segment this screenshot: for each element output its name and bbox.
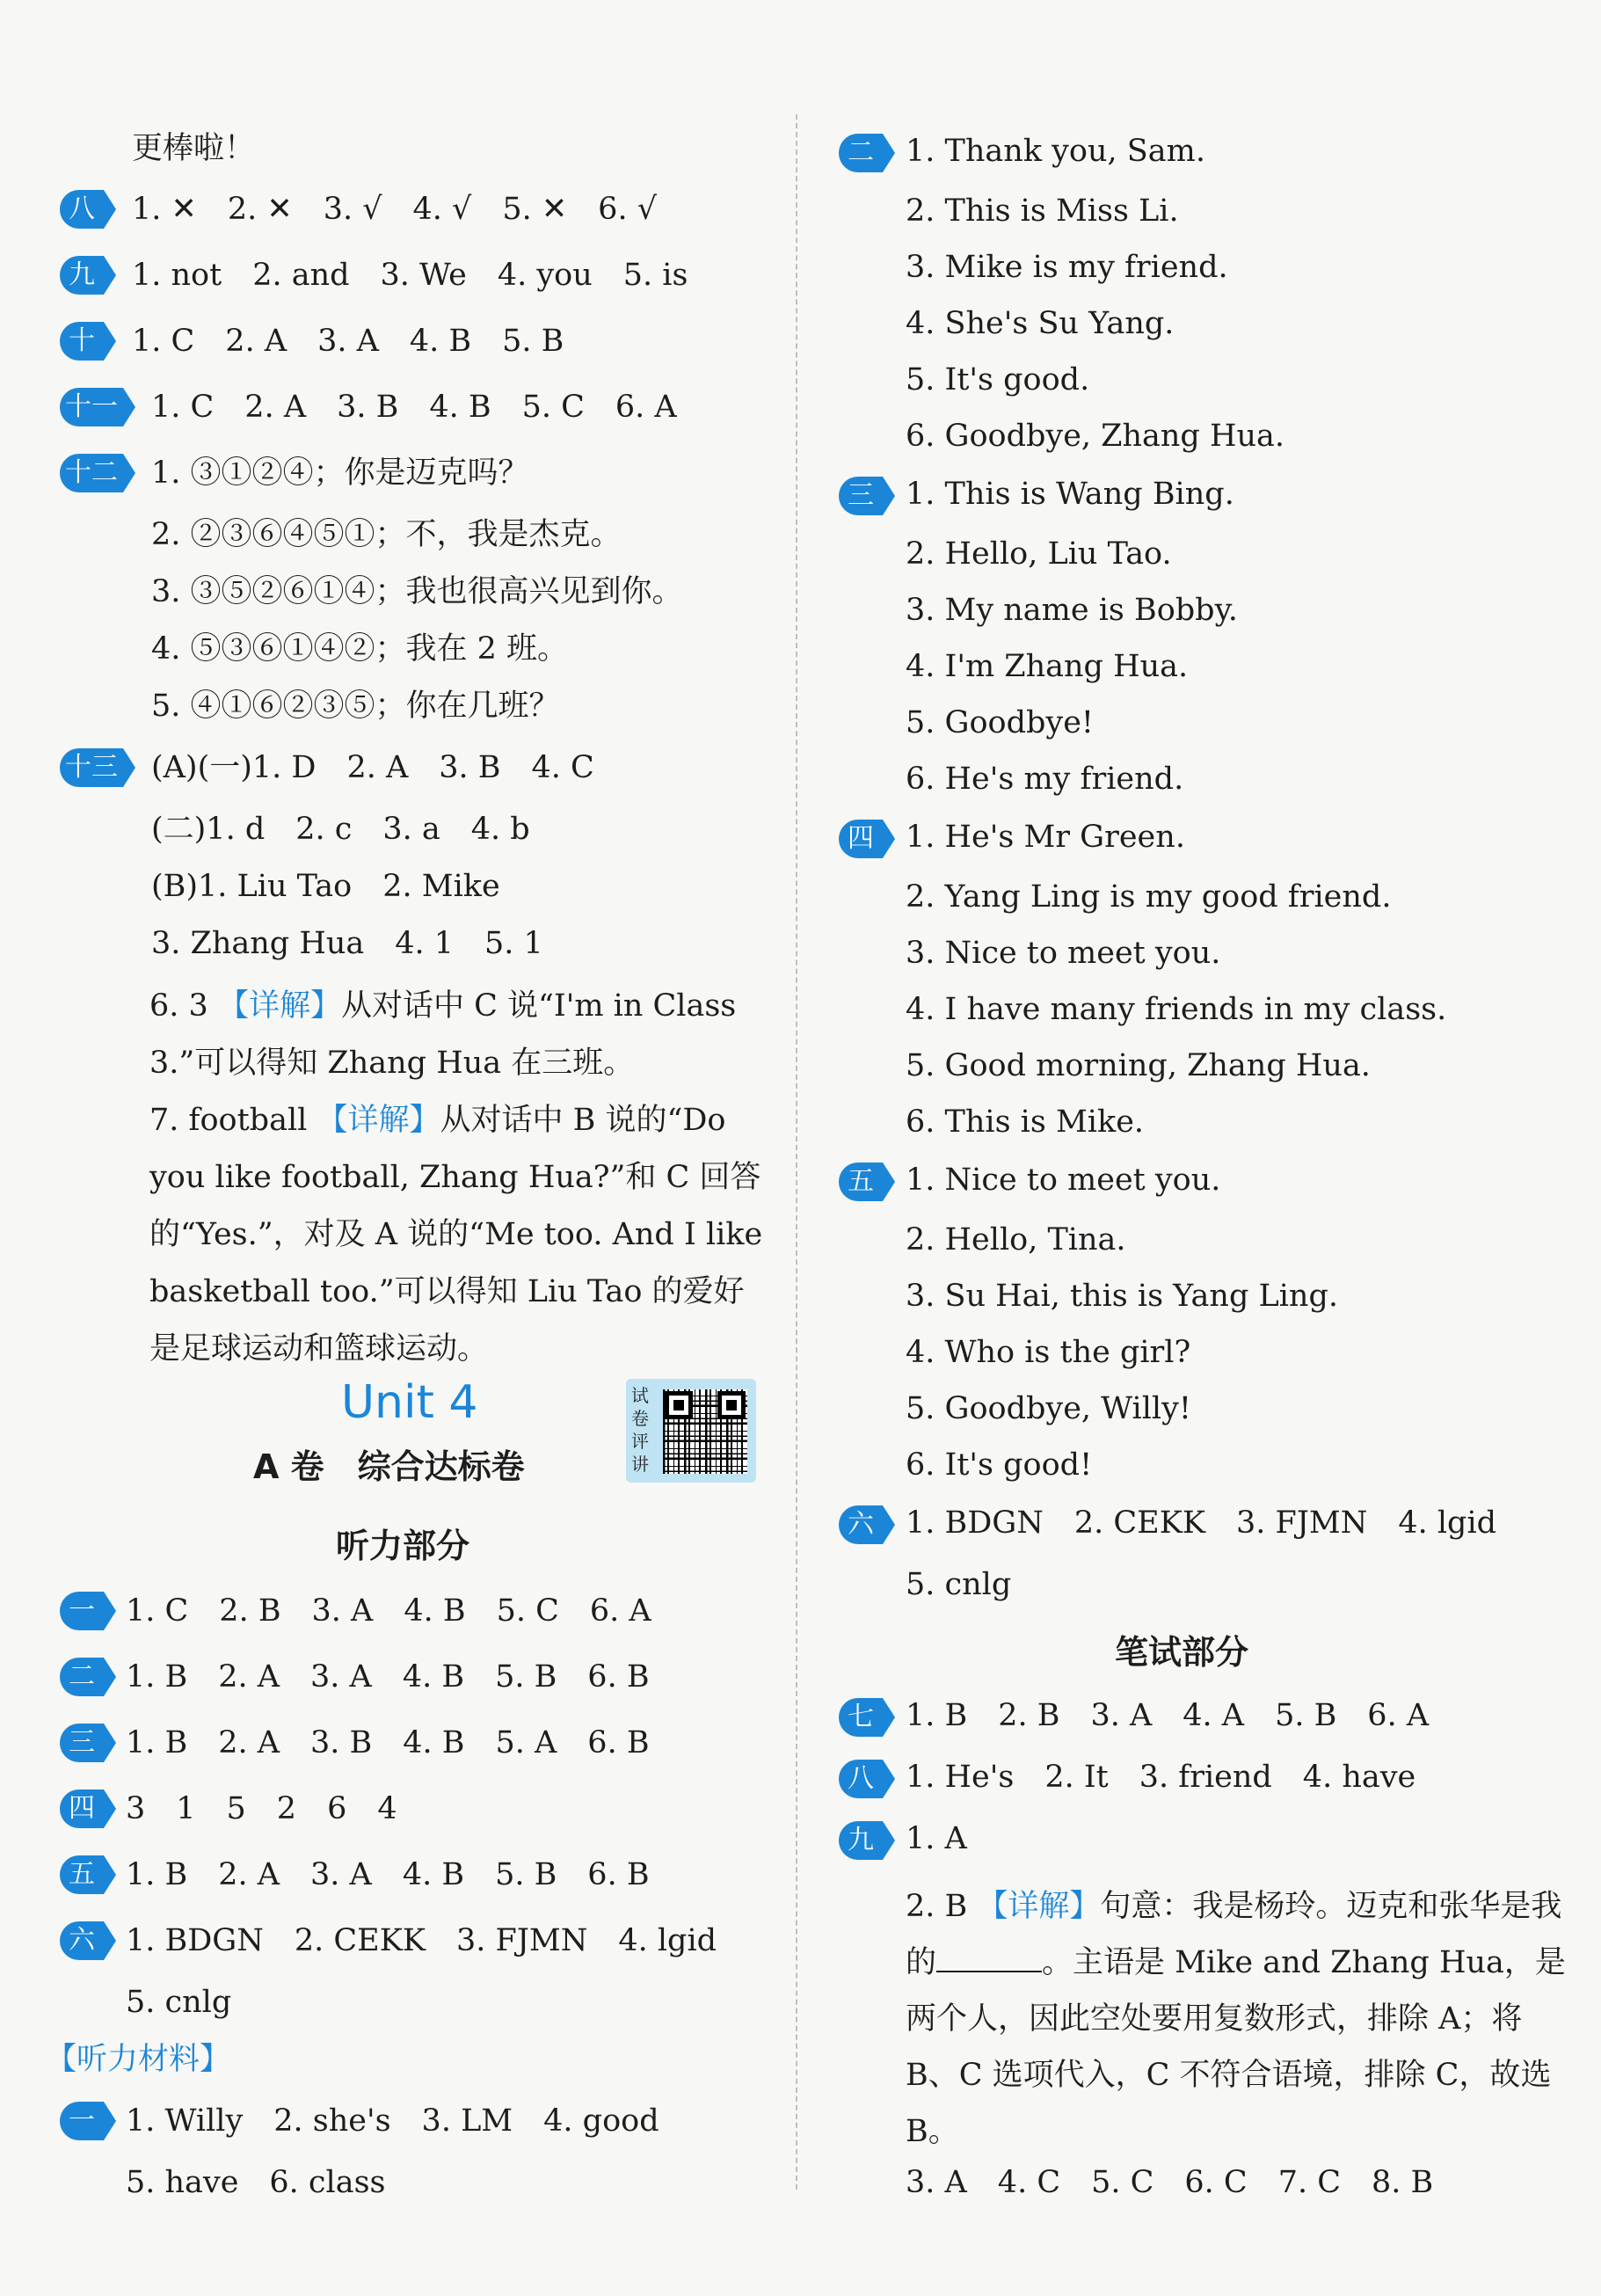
listening-1-answers: 1. C 2. B 3. A 4. B 5. C 6. A [126,1593,651,1629]
r4-line-5: 5. Good morning, Zhang Hua. [906,1048,1371,1083]
listening-6-answers-cont: 5. cnlg [126,1985,232,2020]
r7-answers: 1. B 2. B 3. A 4. A 5. B 6. A [906,1698,1430,1733]
section-badge-13: 十三 [60,748,123,787]
section-10-answers: 1. C 2. A 3. A 4. B 5. B [132,324,564,359]
q6-detail-text: 从对话中 C 说“I'm in Class 3.”可以得知 Zhang Hua 在三班。 [149,988,737,1081]
section-12-line-1: 1. ③①②④；你是迈克吗？ [151,456,529,491]
listening-badge-1: 一 [60,1592,104,1630]
r4-line-3: 3. Nice to meet you. [906,936,1221,971]
listening-section-title: 听力部分 [336,1527,470,1565]
section-13-line-3: (B)1. Liu Tao 2. Mike [151,869,500,904]
r4-line-2: 2. Yang Ling is my good friend. [906,879,1392,915]
r5-line-1: 1. Nice to meet you. [906,1163,1221,1198]
right-badge-4: 四 [839,820,883,858]
r9-q2-text-b: 。主语是 Mike and Zhang Hua，是两个人，因此空处要用复数形式，排除 A；将 B、C 选项代入，C 不符合语境，排除 C，故选 B。 [906,1945,1566,2149]
unit-title: Unit 4 [341,1376,478,1429]
qr-label: 试卷评讲 [631,1385,649,1475]
material-badge-1: 一 [60,2102,104,2140]
r9-q1: 1. A [906,1821,967,1856]
section-12-line-4: 4. ⑤③⑥①④②；我在 2 班。 [151,631,569,667]
right-badge-2: 二 [839,134,883,172]
r2-line-6: 6. Goodbye, Zhang Hua. [906,419,1285,454]
r3-line-1: 1. This is Wang Bing. [906,477,1234,512]
qr-code-icon [663,1389,747,1474]
section-8-answers: 1. ✕ 2. ✕ 3. √ 4. √ 5. ✕ 6. √ [132,192,657,227]
r3-line-3: 3. My name is Bobby. [906,593,1238,628]
intro-text: 更棒啦！ [132,131,256,166]
listening-badge-6: 六 [60,1921,104,1960]
r6-answers: 1. BDGN 2. CEKK 3. FJMN 4. lgid [906,1505,1497,1541]
listening-6-answers: 1. BDGN 2. CEKK 3. FJMN 4. lgid [126,1923,717,1958]
r2-line-4: 4. She's Su Yang. [906,306,1175,341]
r8-answers: 1. He's 2. It 3. friend 4. have [906,1760,1416,1795]
r9-q2-number: 2. B [906,1889,968,1924]
section-13-q6-explanation [149,978,765,1092]
listening-badge-3: 三 [60,1724,104,1762]
r3-line-6: 6. He's my friend. [906,762,1184,797]
section-badge-8: 八 [60,190,104,229]
r6-answers-cont: 5. cnlg [906,1567,1012,1602]
r5-line-4: 4. Who is the girl? [906,1335,1191,1370]
r5-line-3: 3. Su Hai, this is Yang Ling. [906,1279,1338,1314]
paper-title: A 卷 综合达标卷 [253,1447,525,1486]
listening-5-answers: 1. B 2. A 3. A 4. B 5. B 6. B [126,1857,650,1892]
listening-badge-2: 二 [60,1658,104,1696]
writing-section-title: 笔试部分 [1115,1633,1249,1672]
listening-4-answers: 3 1 5 2 6 4 [126,1791,397,1826]
q6-number: 6. 3 [149,988,208,1024]
r4-line-1: 1. He's Mr Green. [906,820,1185,855]
right-badge-3: 三 [839,477,883,515]
r2-line-5: 5. It's good. [906,362,1090,397]
r3-line-4: 4. I'm Zhang Hua. [906,649,1189,684]
r9-remaining-answers: 3. A 4. C 5. C 6. C 7. C 8. B [906,2165,1434,2200]
q6-detail-tag: 【详解】 [217,988,341,1024]
column-divider [796,114,797,2190]
q7-detail-tag: 【详解】 [317,1103,440,1138]
right-badge-5: 五 [839,1163,883,1201]
answer-blank [936,1944,1042,1972]
listening-badge-5: 五 [60,1855,104,1894]
right-badge-6: 六 [839,1505,883,1544]
right-badge-9: 九 [839,1821,883,1860]
r4-line-6: 6. This is Mike. [906,1104,1145,1140]
section-13-line-1: (A)(一)1. D 2. A 3. B 4. C [151,750,594,785]
r2-line-1: 1. Thank you, Sam. [906,134,1205,169]
section-badge-11: 十一 [60,388,123,426]
listening-badge-4: 四 [60,1789,104,1828]
qr-code-card[interactable] [626,1379,756,1483]
section-13-line-4: 3. Zhang Hua 4. 1 5. 1 [151,926,543,961]
section-9-answers: 1. not 2. and 3. We 4. you 5. is [132,258,688,293]
section-12-line-5: 5. ④①⑥②③⑤；你在几班？ [151,689,560,724]
section-13-q7-explanation [149,1092,765,1378]
listening-2-answers: 1. B 2. A 3. A 4. B 5. B 6. B [126,1659,650,1695]
section-badge-12: 十二 [60,454,123,492]
section-13-line-2: (二)1. d 2. c 3. a 4. b [151,812,530,847]
listening-3-answers: 1. B 2. A 3. B 4. B 5. A 6. B [126,1725,650,1760]
r4-line-4: 4. I have many friends in my class. [906,992,1447,1027]
r2-line-3: 3. Mike is my friend. [906,250,1228,285]
r5-line-6: 6. It's good! [906,1447,1093,1483]
r2-line-2: 2. This is Miss Li. [906,193,1179,229]
section-12-line-3: 3. ③⑤②⑥①④；我也很高兴见到你。 [151,574,683,609]
r9-q2-detail-tag: 【详解】 [977,1889,1101,1924]
r3-line-5: 5. Goodbye! [906,705,1094,740]
section-badge-9: 九 [60,256,104,295]
r5-line-2: 2. Hello, Tina. [906,1222,1126,1257]
section-11-answers: 1. C 2. A 3. B 4. B 5. C 6. A [151,390,677,425]
q7-number: 7. football [149,1103,308,1138]
r5-line-5: 5. Goodbye, Willy! [906,1391,1191,1426]
section-badge-10: 十 [60,322,104,361]
material-1-answers-cont: 5. have 6. class [126,2165,386,2200]
section-12-line-2: 2. ②③⑥④⑤①；不，我是杰克。 [151,517,622,552]
q7-detail-text: 从对话中 B 说的“Do you like football, Zhang Hua?”和 C 回答的“Yes.”，对及 A 说的“Me too. And I like basketball too.”可以得知 Liu Tao 的爱好是足球运动和篮球运动。 [149,1103,763,1367]
material-1-answers: 1. Willy 2. she's 3. LM 4. good [126,2103,659,2139]
r3-line-2: 2. Hello, Liu Tao. [906,536,1172,572]
r9-q2-explanation [906,1878,1574,2160]
right-badge-8: 八 [839,1760,883,1798]
listening-material-title: 【听力材料】 [46,2042,231,2077]
right-badge-7: 七 [839,1698,883,1737]
r9-q2-text-a: 句意：我是杨玲。迈克和张华是我的 [906,1889,1562,1980]
